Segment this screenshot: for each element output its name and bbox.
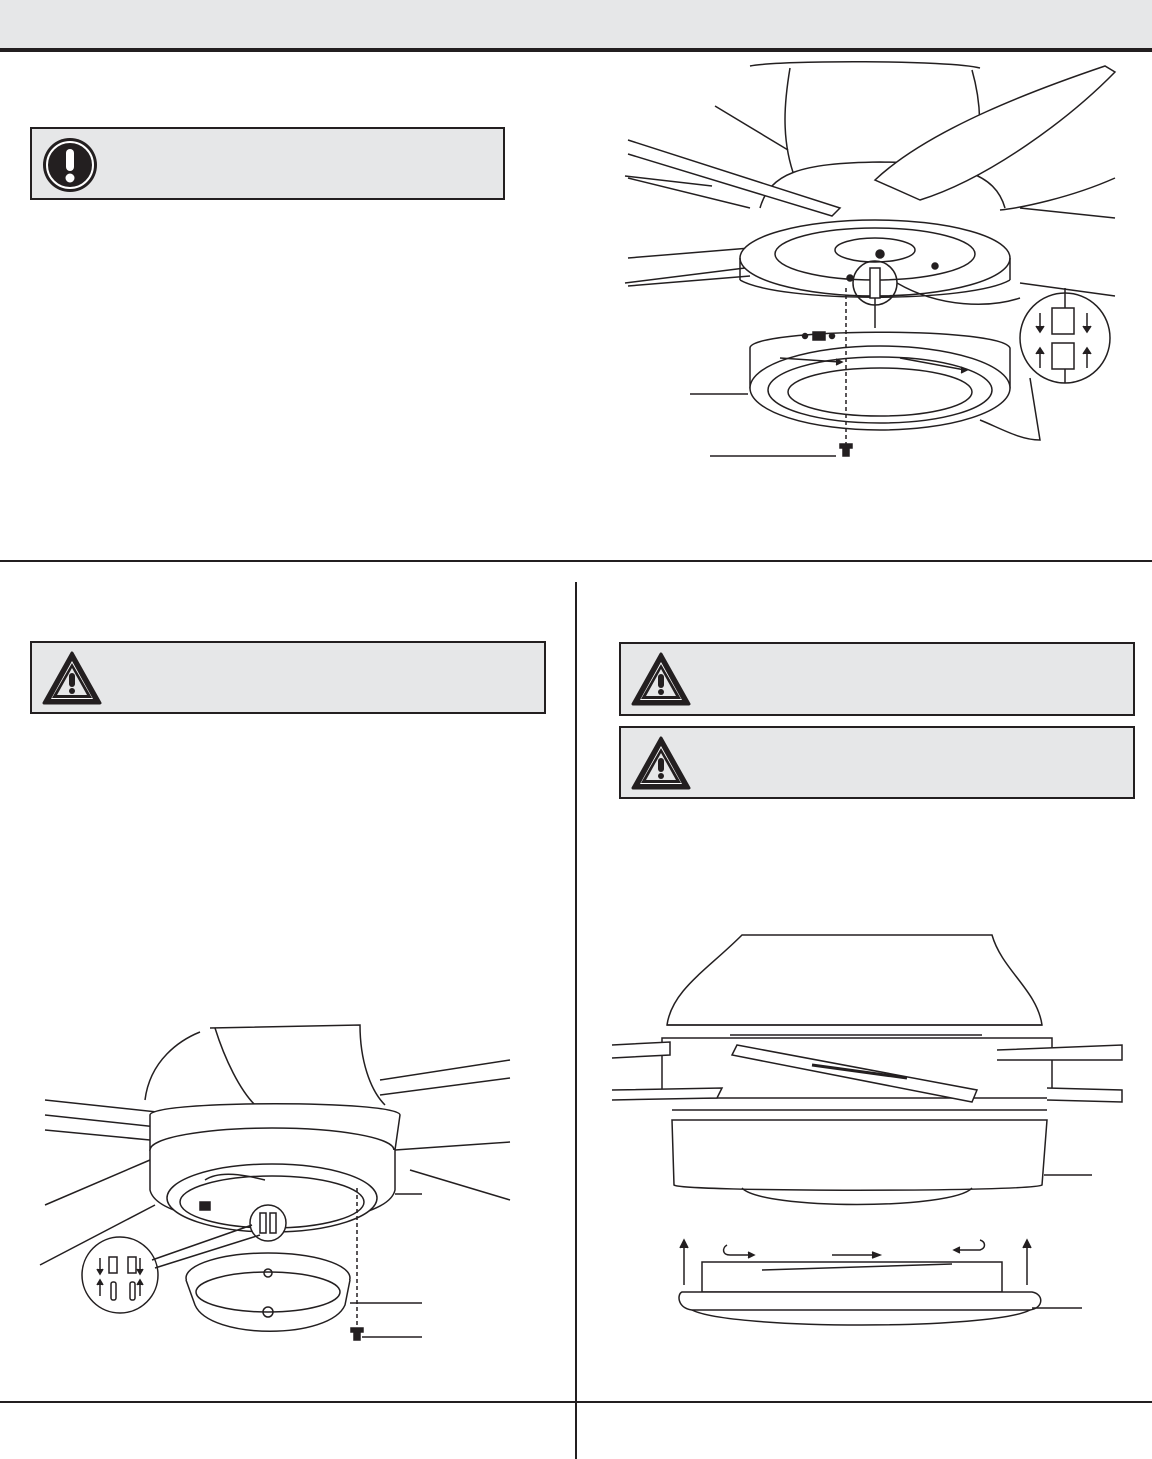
light-kit-illustration bbox=[40, 1020, 510, 1350]
switch-housing-illustration bbox=[600, 58, 1130, 488]
warning-callout-right-1 bbox=[619, 642, 1135, 716]
section-divider-bottom bbox=[0, 1401, 1152, 1403]
exclamation-circle-icon bbox=[42, 137, 102, 195]
section-divider-top bbox=[0, 560, 1152, 562]
important-callout bbox=[30, 127, 505, 200]
warning-callout-left bbox=[30, 641, 546, 714]
column-divider bbox=[575, 582, 577, 1459]
warning-triangle-icon bbox=[42, 651, 102, 707]
warning-triangle-icon bbox=[631, 652, 691, 708]
warning-callout-right-2 bbox=[619, 726, 1135, 799]
warning-triangle-icon bbox=[631, 736, 691, 792]
side-view-illustration bbox=[612, 930, 1122, 1340]
page-header-bar bbox=[0, 0, 1152, 52]
